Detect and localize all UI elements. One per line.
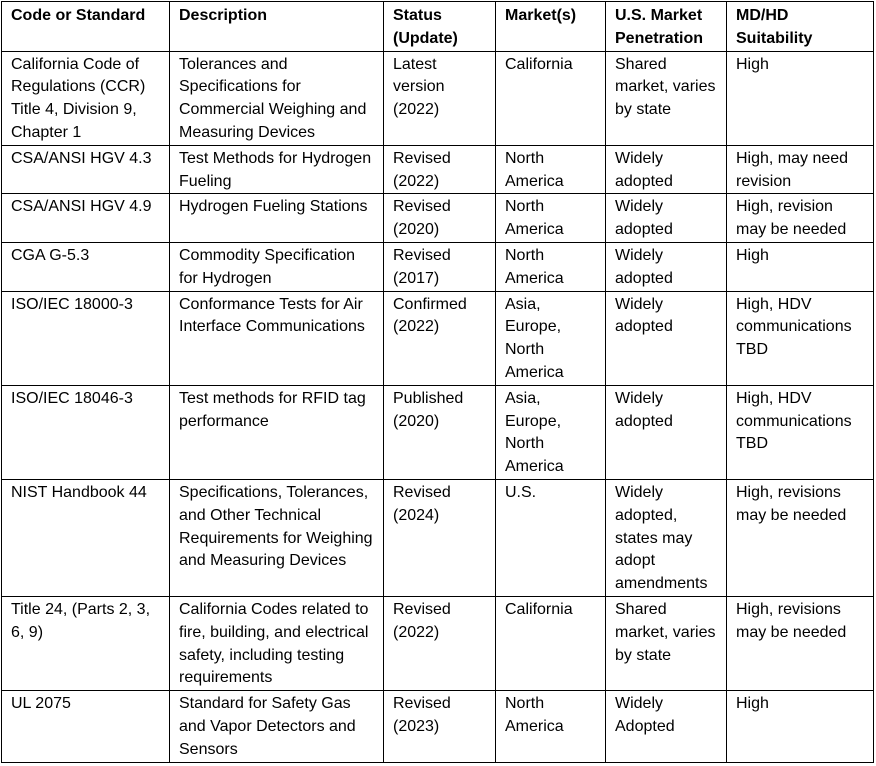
table-row [2, 691, 874, 762]
cell-penetration: Shared market, varies by state [606, 596, 727, 690]
cell-penetration: Widely adopted [606, 385, 727, 479]
cell-code: CSA/ANSI HGV 4.3 [2, 145, 170, 194]
table-row [2, 479, 874, 596]
cell-markets: U.S. [496, 479, 606, 596]
cell-penetration: Widely adopted [606, 145, 727, 194]
cell-code: California Code of Regulations (CCR) Title 4, Division 9, Chapter 1 [2, 51, 170, 145]
cell-description: Tolerances and Specifications for Commercial Weighing and Measuring Devices [170, 51, 384, 145]
cell-suitability: High [727, 691, 874, 762]
cell-status: Revised (2022) [384, 145, 496, 194]
cell-code: UL 2075 [2, 691, 170, 762]
header-description: Description [170, 2, 384, 52]
cell-markets: Asia, Europe, North America [496, 291, 606, 385]
cell-markets: North America [496, 145, 606, 194]
cell-status: Revised (2020) [384, 194, 496, 243]
cell-penetration: Widely Adopted [606, 691, 727, 762]
cell-description: California Codes related to fire, building, and electrical safety, including testing requirements [170, 596, 384, 690]
cell-markets: Asia, Europe, North America [496, 385, 606, 479]
cell-markets: North America [496, 242, 606, 291]
cell-markets: North America [496, 194, 606, 243]
cell-status: Confirmed (2022) [384, 291, 496, 385]
cell-suitability: High, revisions may be needed [727, 479, 874, 596]
cell-suitability: High, HDV communications TBD [727, 385, 874, 479]
cell-status: Revised (2024) [384, 479, 496, 596]
cell-description: Test Methods for Hydrogen Fueling [170, 145, 384, 194]
cell-suitability: High [727, 51, 874, 145]
cell-code: NIST Handbook 44 [2, 479, 170, 596]
table-row [2, 242, 874, 291]
header-row [2, 2, 874, 52]
standards-table [1, 1, 874, 763]
cell-penetration: Shared market, varies by state [606, 51, 727, 145]
cell-description: Conformance Tests for Air Interface Communications [170, 291, 384, 385]
cell-description: Specifications, Tolerances, and Other Technical Requirements for Weighing and Measuring Devices [170, 479, 384, 596]
cell-status: Revised (2017) [384, 242, 496, 291]
cell-status: Published (2020) [384, 385, 496, 479]
cell-penetration: Widely adopted [606, 194, 727, 243]
cell-description: Commodity Specification for Hydrogen [170, 242, 384, 291]
table-row [2, 51, 874, 145]
cell-code: ISO/IEC 18046-3 [2, 385, 170, 479]
table-row [2, 291, 874, 385]
cell-penetration: Widely adopted, states may adopt amendments [606, 479, 727, 596]
header-status: Status (Update) [384, 2, 496, 52]
header-code-or-standard: Code or Standard [2, 2, 170, 52]
cell-suitability: High, revisions may be needed [727, 596, 874, 690]
cell-status: Revised (2023) [384, 691, 496, 762]
cell-markets: California [496, 51, 606, 145]
header-markets: Market(s) [496, 2, 606, 52]
table-row [2, 194, 874, 243]
cell-description: Test methods for RFID tag performance [170, 385, 384, 479]
cell-markets: California [496, 596, 606, 690]
cell-status: Revised (2022) [384, 596, 496, 690]
table-row [2, 596, 874, 690]
cell-code: ISO/IEC 18000-3 [2, 291, 170, 385]
cell-code: CSA/ANSI HGV 4.9 [2, 194, 170, 243]
cell-status: Latest version (2022) [384, 51, 496, 145]
cell-suitability: High, HDV communications TBD [727, 291, 874, 385]
cell-penetration: Widely adopted [606, 242, 727, 291]
cell-description: Standard for Safety Gas and Vapor Detectors and Sensors [170, 691, 384, 762]
cell-suitability: High [727, 242, 874, 291]
cell-code: Title 24, (Parts 2, 3, 6, 9) [2, 596, 170, 690]
cell-penetration: Widely adopted [606, 291, 727, 385]
table-row [2, 385, 874, 479]
cell-suitability: High, may need revision [727, 145, 874, 194]
header-md-hd-suitability: MD/HD Suitability [727, 2, 874, 52]
cell-description: Hydrogen Fueling Stations [170, 194, 384, 243]
cell-markets: North America [496, 691, 606, 762]
header-us-market-penetration: U.S. Market Penetration [606, 2, 727, 52]
cell-code: CGA G-5.3 [2, 242, 170, 291]
cell-suitability: High, revision may be needed [727, 194, 874, 243]
table-row [2, 145, 874, 194]
